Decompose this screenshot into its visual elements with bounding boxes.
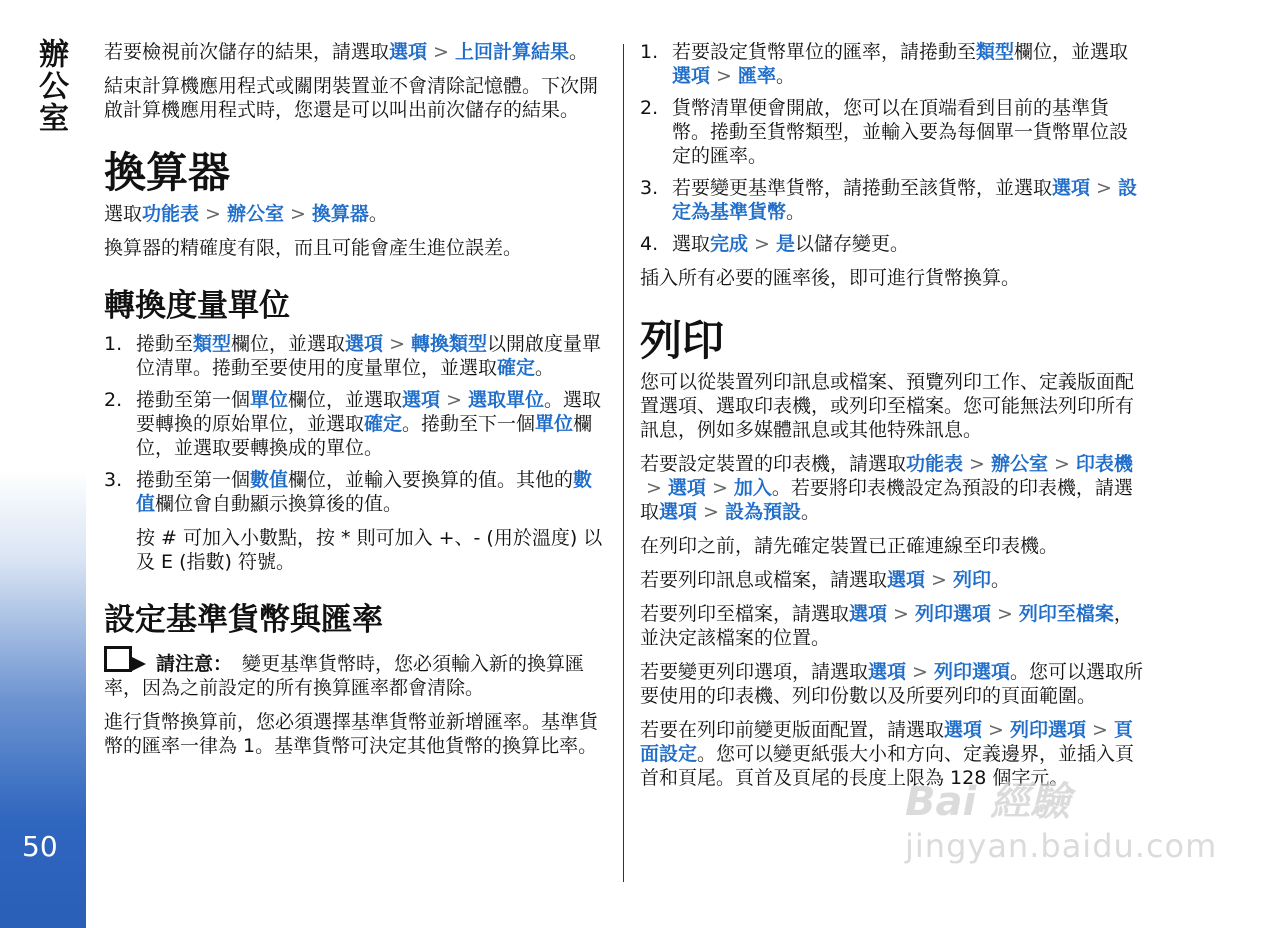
heading-convert-units: 轉換度量單位 [104,288,290,324]
link-print-options[interactable]: 列印選項 [1009,719,1086,741]
link-last-result[interactable]: 上回計算結果 [454,41,569,63]
link-unit[interactable]: 單位 [250,389,289,411]
link-select-unit[interactable]: 選取單位 [467,389,544,411]
paragraph-previous-result: 若要檢視前次儲存的結果，請選取選項 > 上回計算結果。 [104,41,588,63]
paragraph-precision: 換算器的精確度有限，而且可能會產生進位誤差。 [104,237,523,259]
link-converter[interactable]: 換算器 [311,203,369,225]
link-options[interactable]: 選項 [1052,177,1091,199]
paragraph-print-message: 若要列印訊息或檔案，請選取選項 > 列印。 [640,569,1010,591]
list-item: 1. 捲動至類型欄位，並選取選項 > 轉換類型以開啟度量單位清單。捲動至要使用的度量單位，並選取確定。 [104,333,602,379]
list-item: 1. 若要設定貨幣單位的匯率，請捲動至類型欄位，並選取選項 > 匯率。 [640,41,1129,87]
list-item: 3. 捲動至第一個數值欄位，並輸入要換算的值。其他的數值欄位會自動顯示換算後的值。 [104,469,593,515]
link-done[interactable]: 完成 [710,233,749,255]
link-print[interactable]: 列印 [952,569,991,591]
paragraph-print-intro: 您可以從裝置列印訊息或檔案、預覽列印工作、定義版面配置選項、選取印表機，或列印至檔案。您可能無法列印所有訊息，例如多媒體訊息或其他特殊訊息。 [640,371,1135,441]
link-options[interactable]: 選項 [389,41,428,63]
link-options[interactable]: 選項 [944,719,983,741]
link-office[interactable]: 辦公室 [990,453,1048,475]
link-ok[interactable]: 確定 [497,357,536,379]
link-options[interactable]: 選項 [345,333,384,355]
link-conversion-type[interactable]: 轉換類型 [410,333,487,355]
paragraph-set-printer: 若要設定裝置的印表機，請選取功能表 > 辦公室 > 印表機> 選項 > 加入。若要將印表機設定為預設的印表機，請選取選項 > 設為預設。 [640,453,1133,523]
page-number: 50 [22,830,58,863]
link-printers[interactable]: 印表機 [1075,453,1133,475]
heading-base-currency: 設定基準貨幣與匯率 [104,602,383,638]
paragraph-after-rates: 插入所有必要的匯率後，即可進行貨幣換算。 [640,267,1021,289]
paragraph-check-connection: 在列印之前，請先確定裝置已正確連線至印表機。 [640,535,1059,557]
link-type[interactable]: 類型 [976,41,1015,63]
list-item: 4. 選取完成 > 是以儲存變更。 [640,233,909,255]
link-office[interactable]: 辦公室 [226,203,284,225]
note-text: 變更基準貨幣時，您必須輸入新的換算匯率，因為之前設定的所有換算匯率都會清除。 [104,653,585,699]
link-ok[interactable]: 確定 [364,413,403,435]
link-add[interactable]: 加入 [733,477,772,499]
paragraph-base-currency: 進行貨幣換算前，您必須選擇基準貨幣並新增匯率。基準貨幣的匯率一律為 1。基準貨幣可決定其他貨幣的換算比率。 [104,711,599,757]
link-page-setup[interactable]: 頁面設定 [640,719,1133,765]
link-value[interactable]: 數值 [136,469,593,515]
note-icon [104,646,150,674]
link-print-to-file[interactable]: 列印至檔案 [1018,603,1114,625]
steps-exchange-rate [640,40,1146,256]
list-item: 2. 捲動至第一個單位欄位，並選取選項 > 選取單位。選取要轉換的原始單位，並選取確定。捲動至下一個單位欄位，並選取要轉換成的單位。 [104,389,602,459]
link-options[interactable]: 選項 [868,661,907,683]
link-menu[interactable]: 功能表 [906,453,964,475]
nav-path-converter: 選取功能表 > 辦公室 > 換算器。 [104,203,388,225]
left-column [104,40,610,768]
link-options[interactable]: 選項 [849,603,888,625]
link-menu[interactable]: 功能表 [142,203,200,225]
note-label: 請注意： [156,653,233,675]
heading-converter: 換算器 [104,148,231,197]
link-print-options[interactable]: 列印選項 [914,603,991,625]
paragraph-print-to-file: 若要列印至檔案，請選取選項 > 列印選項 > 列印至檔案，並決定該檔案的位置。 [640,603,1133,649]
section-label: 辦公室 [33,38,68,134]
watermark-logo: Bai 經驗 [905,779,1071,825]
link-options[interactable]: 選項 [887,569,926,591]
list-item: 3. 若要變更基準貨幣，請捲動至該貨幣，並選取選項 > 設定為基準貨幣。 [640,177,1137,223]
link-options[interactable]: 選項 [667,477,706,499]
paragraph-key-hint: 按 # 可加入小數點，按 * 則可加入 +、- (用於溫度) 以及 E (指數) 符號。 [136,527,603,573]
heading-print: 列印 [640,316,725,365]
link-print-options[interactable]: 列印選項 [933,661,1010,683]
link-set-default[interactable]: 設為預設 [724,501,801,523]
list-item: 2. 貨幣清單便會開啟，您可以在頂端看到目前的基準貨幣。捲動至貨幣類型，並輸入要為每個單一貨幣單位設定的匯率。 [640,97,1129,167]
link-yes[interactable]: 是 [775,233,795,255]
right-column [640,40,1146,800]
link-options[interactable]: 選項 [659,501,698,523]
paragraph-print-options: 若要變更列印選項，請選取選項 > 列印選項。您可以選取所要使用的印表機、列印份數以及所要列印的頁面範圍。 [640,661,1143,707]
watermark-url: jingyan.baidu.com [905,827,1218,865]
paragraph-memory: 結束計算機應用程式或關閉裝置並不會清除記憶體。下次開啟計算機應用程式時，您還是可以叫出前次儲存的結果。 [104,75,599,121]
link-options[interactable]: 選項 [402,389,441,411]
link-type[interactable]: 類型 [193,333,232,355]
steps-convert-units [104,332,610,516]
note [104,646,610,700]
paragraph-page-setup: 若要在列印前變更版面配置，請選取選項 > 列印選項 > 頁面設定。您可以變更紙張大小和方向、定義邊界，並插入頁首和頁尾。頁首及頁尾的長度上限為 128 個字元。 [640,719,1135,789]
column-divider [623,44,624,882]
link-value[interactable]: 數值 [250,469,289,491]
side-tab [0,0,86,928]
link-set-base-currency[interactable]: 設定為基準貨幣 [672,177,1137,223]
link-exchange-rate[interactable]: 匯率 [737,65,776,87]
link-unit[interactable]: 單位 [535,413,574,435]
link-options[interactable]: 選項 [672,65,711,87]
